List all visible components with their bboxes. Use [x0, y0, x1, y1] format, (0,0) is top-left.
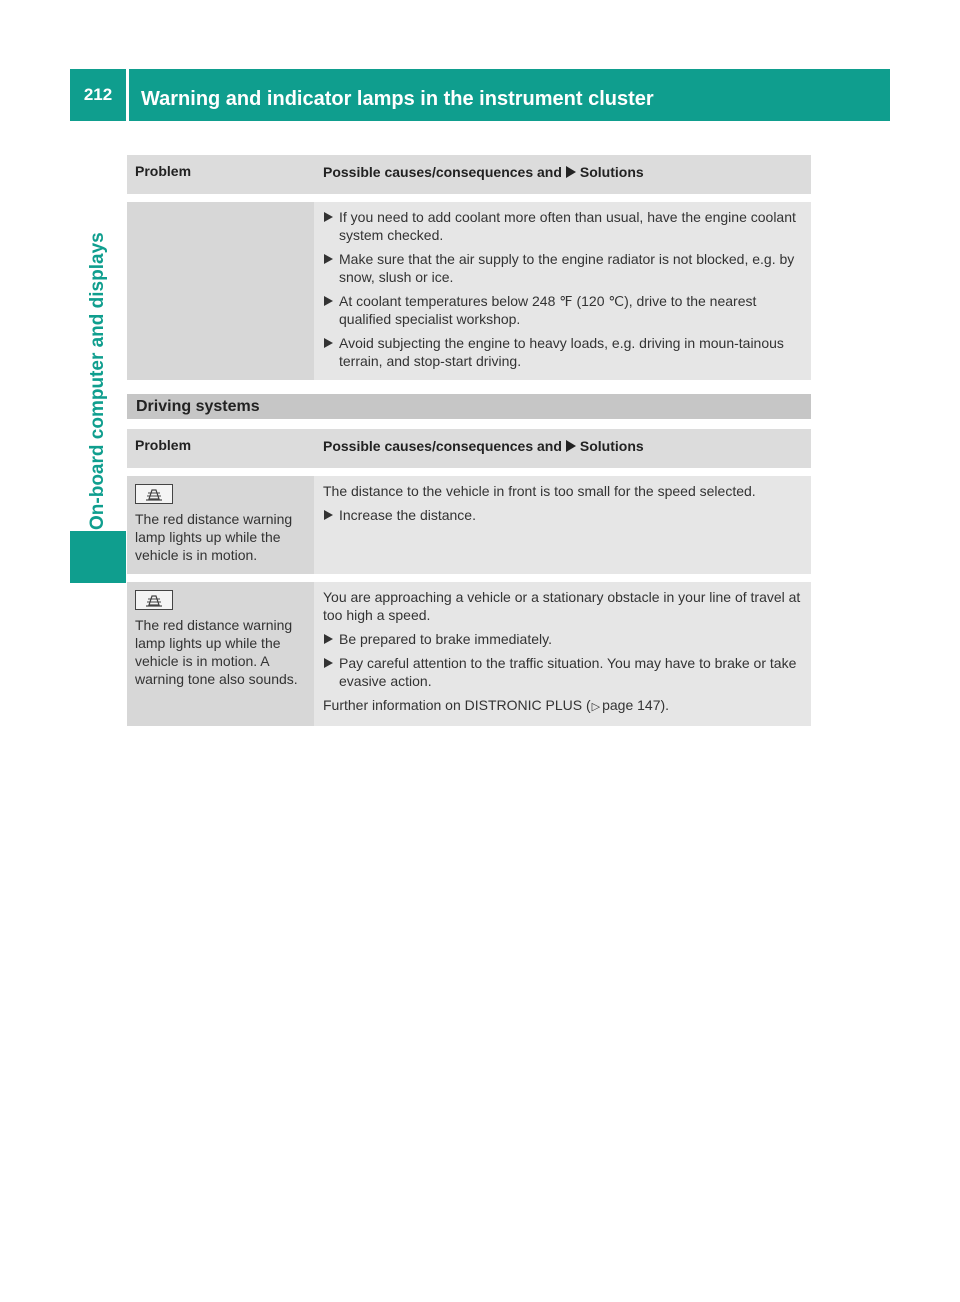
driving-systems-table: [127, 429, 811, 726]
side-tab-marker: [70, 531, 126, 583]
page-title: Warning and indicator lamps in the instrument cluster: [141, 88, 654, 110]
solutions-header-prefix: Possible causes/consequences and: [323, 164, 562, 180]
bullet-text: Be prepared to brake immediately.: [339, 631, 552, 647]
problem-text: The red distance warning lamp lights up while the vehicle is in motion.: [135, 511, 293, 563]
table-header-row: [127, 155, 811, 194]
solutions-column-header: [314, 155, 811, 194]
action-arrow-icon: [324, 338, 333, 348]
table-header-row: [127, 429, 811, 468]
bullet-text: If you need to add coolant more often than usual, have the engine coolant system checked.: [339, 209, 796, 243]
solution-bullet: [323, 334, 805, 370]
bullet-text: Increase the distance.: [339, 507, 476, 523]
problem-cell: [127, 202, 314, 380]
side-tab-label: On-board computer and displays: [87, 232, 108, 530]
problem-column-header: Problem: [127, 429, 314, 468]
action-arrow-icon: [566, 440, 576, 452]
solution-bullet: [323, 506, 805, 524]
solutions-header-suffix: Solutions: [579, 164, 644, 180]
problem-column-header: Problem: [127, 155, 314, 194]
solution-bullet: [323, 654, 805, 690]
coolant-table: [127, 155, 811, 380]
bullet-text: Avoid subjecting the engine to heavy loads, e.g. driving in moun-tainous terrain, and stop-start driving.: [339, 335, 784, 369]
table-row: [127, 582, 811, 726]
solution-bullet: [323, 208, 805, 244]
section-heading: Driving systems: [127, 394, 811, 419]
solution-cell: [314, 202, 811, 380]
problem-cell: [127, 476, 314, 574]
solution-bullet: [323, 250, 805, 286]
bullet-text: Make sure that the air supply to the engine radiator is not blocked, e.g. by snow, slush or ice.: [339, 251, 795, 285]
solution-outro: [323, 696, 805, 716]
page-reference-link[interactable]: page 147: [602, 697, 661, 713]
action-arrow-icon: [324, 510, 333, 520]
bullet-text: At coolant temperatures below 248 ℉ (120 ℃), drive to the nearest qualified specialist workshop.: [339, 293, 757, 327]
solutions-column-header: [314, 429, 811, 468]
distance-warning-lamp-icon: [135, 484, 173, 504]
solution-intro: You are approaching a vehicle or a stationary obstacle in your line of travel at too high a speed.: [323, 589, 801, 623]
outro-suffix: ).: [660, 697, 670, 713]
table-row: [127, 476, 811, 574]
solution-bullet: [323, 630, 805, 648]
solutions-header-suffix: Solutions: [579, 438, 644, 454]
table-row: [127, 202, 811, 380]
solution-intro: The distance to the vehicle in front is too small for the speed selected.: [323, 483, 756, 499]
solution-cell: [314, 476, 811, 574]
action-arrow-icon: [324, 254, 333, 264]
action-arrow-icon: [324, 634, 333, 644]
header-divider: [126, 69, 129, 121]
page-number: 212: [83, 85, 113, 104]
page-reference-icon: ▷: [591, 701, 601, 713]
solution-cell: [314, 582, 811, 726]
action-arrow-icon: [324, 212, 333, 222]
action-arrow-icon: [324, 658, 333, 668]
distance-warning-lamp-icon: [135, 590, 173, 610]
solutions-header-prefix: Possible causes/consequences and: [323, 438, 562, 454]
action-arrow-icon: [324, 296, 333, 306]
problem-cell: [127, 582, 314, 726]
outro-prefix: Further information on DISTRONIC PLUS (: [323, 697, 591, 713]
bullet-text: Pay careful attention to the traffic situation. You may have to brake or take evasive action.: [339, 655, 797, 689]
solution-bullet: [323, 292, 805, 328]
action-arrow-icon: [566, 166, 576, 178]
problem-text: The red distance warning lamp lights up while the vehicle is in motion. A warning tone also sounds.: [135, 617, 298, 687]
